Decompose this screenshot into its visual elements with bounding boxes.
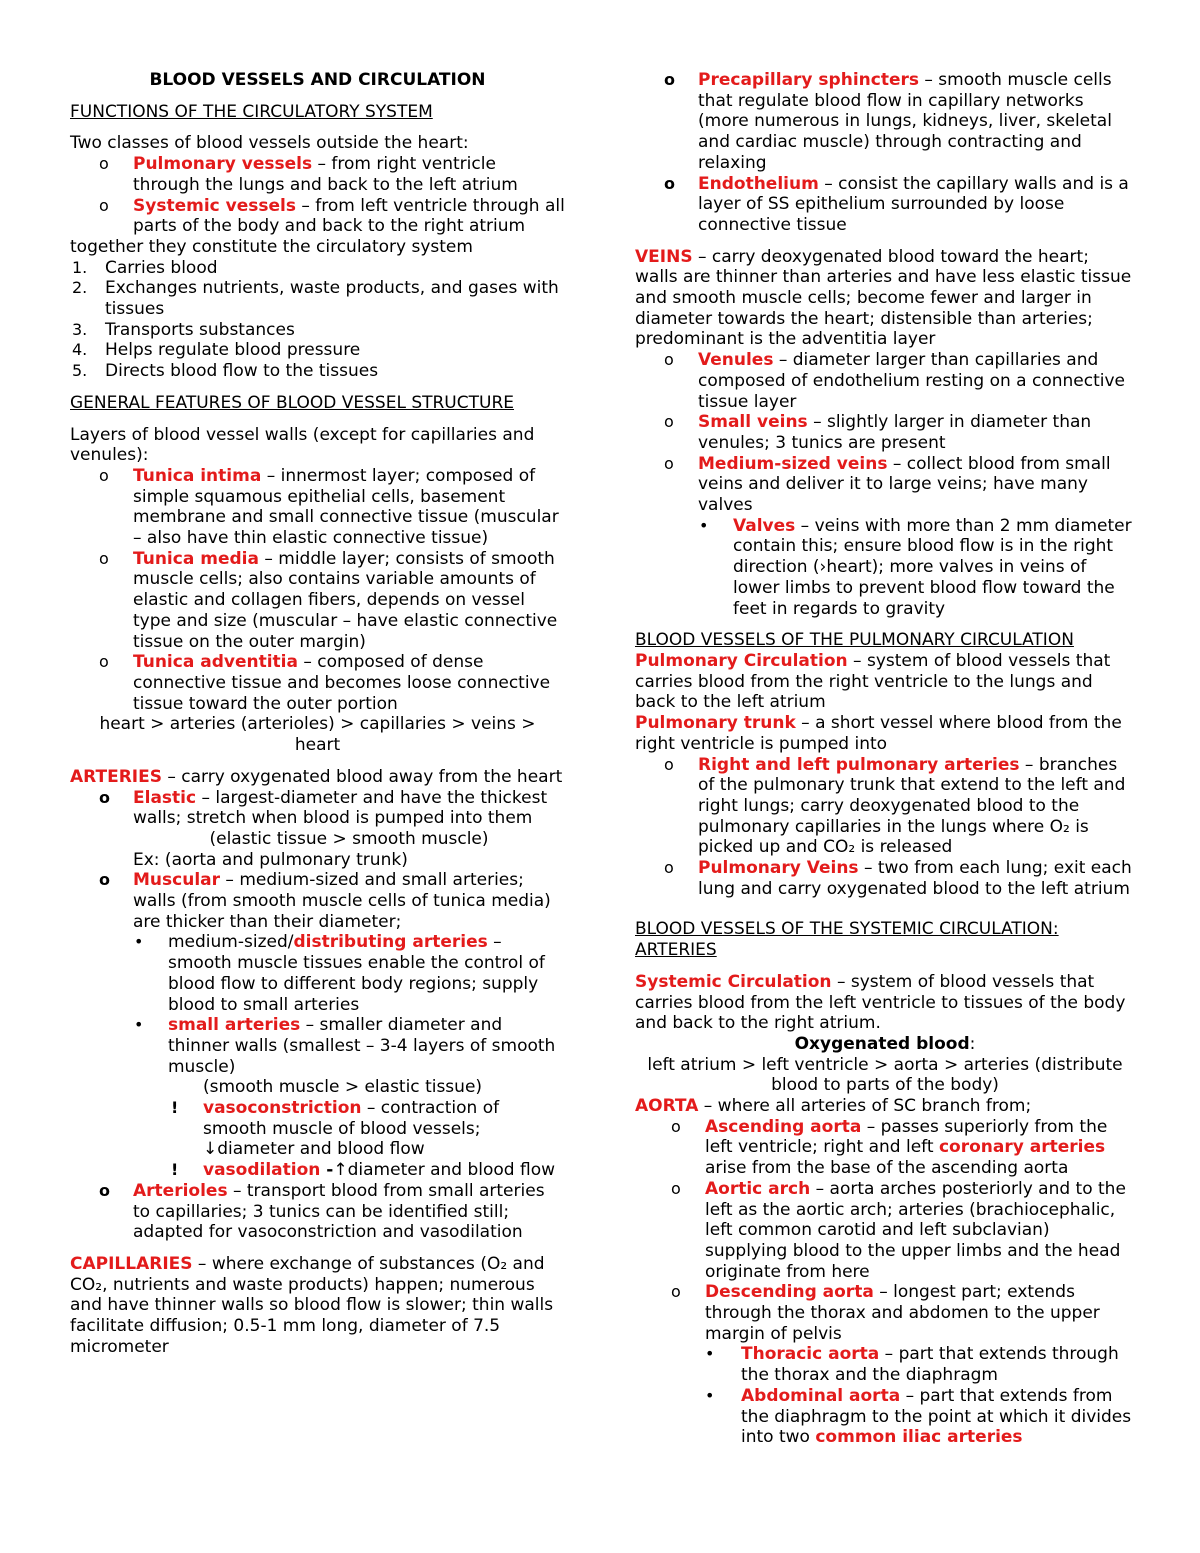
term: Tunica media [133,548,259,569]
circle-bullet-icon: o [671,1116,681,1136]
capillaries-paragraph [70,1254,565,1358]
term: Venules [698,350,774,371]
definition: – transport blood from small arteries to capillaries; 3 tunics can be identified still; adapted for vasoconstriction and vasodilation [133,1180,545,1243]
definition: – carry deoxygenated blood toward the heart; walls are thinner than arteries and have less elastic tissue and smooth muscle cells; become fewer and larger in diameter towards the heart; distensible than arteries; predominant is the adventitia layer [635,246,1132,350]
definition: – from left ventricle through all parts of the body and back to the right atrium [133,195,565,237]
circle-bullet-icon: o [664,754,674,774]
function-item [70,320,565,341]
term: Abdominal aorta [741,1385,901,1406]
function-text: Carries blood [105,257,218,278]
term: CAPILLARIES [70,1253,193,1274]
term: VEINS [635,246,693,267]
systemic-circulation-paragraph [635,972,1135,1034]
venules-item [635,350,1135,412]
dot-bullet-icon: • [699,515,709,535]
abdominal-aorta-item [635,1386,1135,1448]
term: Muscular [133,870,221,891]
veins-paragraph [635,247,1135,351]
term: Descending aorta [705,1282,874,1303]
definition: – medium-sized and small arteries; walls (from smooth muscle cells of tunica media) are thicker than their diameter; [133,870,551,932]
circle-bullet-icon: o [664,858,674,878]
number: 4. [72,340,88,360]
term: vasodilation [203,1160,321,1181]
number: 5. [72,361,88,381]
definition: – veins with more than 2 mm diameter contain this; ensure blood flow is in the right direction (›heart); more valves in veins of lower limbs to prevent blood flow toward the feet in regards to gravity [733,515,1132,619]
definition: – smaller diameter and thinner walls (smallest – 3-4 layers of smooth muscle) [168,1015,556,1077]
elastic-example: Ex: (aorta and pulmonary trunk) [133,849,408,870]
dot-bullet-icon: • [705,1344,715,1364]
circle-bullet-icon: o [664,350,674,370]
definition: – composed of dense connective tissue and becomes loose connective tissue toward the outer portion [133,652,551,714]
right-column [635,70,1135,1448]
term: ARTERIES [70,766,162,787]
definition: – slightly larger in diameter than venules; 3 tunics are present [698,412,1092,453]
number: 1. [72,257,88,277]
pulmonary-circulation-paragraph [635,651,1135,713]
pulmonary-trunk-paragraph [635,713,1135,754]
elastic-arteries-item [70,788,565,871]
functions-heading: FUNCTIONS OF THE CIRCULATORY SYSTEM [70,101,433,122]
definition: – where all arteries of SC branch from; [698,1096,1032,1117]
term: Elastic [133,787,197,808]
circle-bullet-icon: o [99,548,109,568]
definition: – carry oxygenated blood away from the heart [161,766,563,787]
pulmonary-arteries-item [635,755,1135,859]
number: 2. [72,278,88,298]
circle-bullet-icon: o [99,154,109,174]
general-features-heading: GENERAL FEATURES OF BLOOD VESSEL STRUCTURE [70,392,515,413]
definition-2: arise from the base of the ascending aorta [705,1158,1069,1179]
circle-bullet-icon: o [99,195,109,215]
circulation-flow: heart > arteries (arterioles) > capillaries > veins > heart [99,714,536,756]
dot-bullet-icon: • [705,1385,715,1405]
pulmonary-veins-item [635,858,1135,899]
definition: – largest-diameter and have the thickest walls; stretch when blood is pumped into them [133,787,548,829]
definition: – passes superiorly from the left ventricle; right and left [705,1116,1108,1158]
valves-item [635,516,1135,620]
term: distributing arteries [293,932,488,953]
oxygenated-blood-flow: left atrium > left ventricle > aorta > arteries (distribute blood to parts of the body) [647,1054,1123,1096]
label: Oxygenated blood [794,1033,970,1054]
precapillary-sphincters-item [635,70,1135,174]
function-item [70,340,565,361]
together-text: together they constitute the circulatory system [70,236,473,257]
aortic-arch-item [635,1179,1135,1283]
small-veins-item [635,412,1135,453]
small-arteries-item [70,1015,565,1077]
definition: – consist the capillary walls and is a layer of SS epithelium surrounded by loose connective tissue [698,173,1129,235]
prefix: medium-sized/ [168,932,294,953]
thoracic-aorta-item [635,1344,1135,1385]
tunica-media-item [70,549,565,653]
elastic-note: (elastic tissue > smooth muscle) [209,828,489,849]
systemic-circulation-heading: BLOOD VESSELS OF THE SYSTEMIC CIRCULATION: ARTERIES [635,919,1059,961]
muscular-arteries-item [70,870,565,932]
function-item [70,361,565,382]
term: Tunica intima [133,465,262,486]
definition: – diameter larger than capillaries and composed of endothelium resting on a connective tissue layer [698,350,1126,412]
term: Pulmonary Circulation [635,650,848,671]
arterioles-item [70,1181,565,1243]
definition: – from right ventricle through the lungs and back to the left atrium [133,154,518,195]
definition: – part that extends from the diaphragm to the point at which it divides into two [741,1385,1132,1448]
term: Pulmonary trunk [635,713,796,734]
definition: – system of blood vessels that carries blood from the left ventricle to tissues of the body and back to the right atrium. [635,971,1126,1034]
vasoconstriction-item [70,1098,565,1160]
aorta-paragraph [635,1096,1135,1117]
separator: - [320,1160,334,1181]
function-text: Exchanges nutrients, waste products, and gases with tissues [105,278,559,320]
definition: – contraction of smooth muscle of blood vessels; ↓diameter and blood flow [203,1098,500,1160]
term: Precapillary sphincters [698,70,919,90]
definition: – part that extends through the thorax and the diaphragm [741,1344,1119,1386]
term: Valves [733,515,796,536]
dot-bullet-icon: • [134,932,144,952]
two-classes-text: Two classes of blood vessels outside the heart: [70,133,469,154]
pulmonary-circulation-heading: BLOOD VESSELS OF THE PULMONARY CIRCULATION [635,630,1074,651]
term: Tunica adventitia [133,652,298,673]
medium-veins-item [635,454,1135,516]
term: Aortic arch [705,1178,811,1199]
term: Pulmonary vessels [133,154,313,175]
circle-bullet-icon: o [671,1282,681,1302]
ascending-aorta-item [635,1117,1135,1179]
term: Endothelium [698,173,819,194]
distributing-arteries-item [70,932,565,1015]
tunica-adventitia-item [70,652,565,714]
colon: : [969,1033,976,1054]
oxygenated-blood-label [635,1034,1135,1055]
number: 3. [72,319,88,339]
circle-bullet-icon: o [99,787,110,807]
small-arteries-note: (smooth muscle > elastic tissue) [203,1077,483,1098]
circle-bullet-icon: o [664,453,674,473]
term: Medium-sized veins [698,453,888,474]
descending-aorta-item [635,1282,1135,1344]
document-title: BLOOD VESSELS AND CIRCULATION [149,70,486,90]
term: AORTA [635,1096,699,1117]
definition: – smooth muscle tissues enable the control of blood flow to different body regions; supply blood to small arteries [168,932,545,1015]
term: Thoracic aorta [741,1344,880,1365]
left-column [70,70,565,1357]
definition: – where exchange of substances (O₂ and CO₂, nutrients and waste products) happen; numerous and have thinner walls so blood flow is slower; thin walls facilitate diffusion; 0.5-1 mm long, diameter of 7.5 micrometer [70,1253,554,1357]
function-text: Transports substances [105,319,295,340]
definition: – innermost layer; composed of simple squamous epithelial cells, basement membrane and small connective tissue (muscular – also have thin elastic connective tissue) [133,465,559,549]
circle-bullet-icon: o [664,173,675,193]
function-text: Directs blood flow to the tissues [105,361,379,382]
term-iliac: common iliac arteries [815,1427,1023,1448]
circle-bullet-icon: o [664,412,674,432]
circle-bullet-icon: o [99,1180,110,1200]
definition: – smooth muscle cells that regulate blood flow in capillary networks (more numerous in lungs, kidneys, liver, skeletal and cardiac muscle) through contracting and relaxing [698,70,1112,173]
arteries-paragraph [70,767,565,788]
term: Right and left pulmonary arteries [698,754,1020,775]
term: vasoconstriction [203,1098,362,1119]
definition: – a short vessel where blood from the right ventricle is pumped into [635,713,1122,754]
endothelium-item [635,174,1135,236]
circle-bullet-icon: o [99,870,110,890]
term: Pulmonary Veins [698,858,859,879]
definition: – two from each lung; exit each lung and carry oxygenated blood to the left atrium [698,858,1132,899]
exclamation-bullet-icon: ! [171,1160,179,1180]
systemic-vessels-item [70,196,565,237]
term: Systemic Circulation [635,971,832,992]
definition: – system of blood vessels that carries blood from the right ventricle to the lungs and back to the left atrium [635,650,1111,713]
term: Systemic vessels [133,195,296,216]
function-item [70,258,565,279]
circle-bullet-icon: o [664,70,675,89]
definition: – collect blood from small veins and deliver it to large veins; have many valves [698,453,1111,516]
definition: – middle layer; consists of smooth muscle cells; also contains variable amounts of elastic and collagen fibers, depends on vessel type and size (muscular – have elastic connective tissue on the outer margin) [133,548,558,652]
term: Ascending aorta [705,1116,862,1137]
definition: – branches of the pulmonary trunk that extend to the left and right lungs; carry deoxygenated blood to the pulmonary capillaries in the lungs where O₂ is picked up and CO₂ is released [698,754,1126,858]
exclamation-bullet-icon: ! [171,1098,179,1118]
tunica-intima-item [70,466,565,549]
circle-bullet-icon: o [99,652,109,672]
definition: – aorta arches posteriorly and to the left as the aortic arch; arteries (brachiocephalic, left common carotid and left subclavian) supplying blood to the upper limbs and the head originate from here [705,1178,1126,1282]
circle-bullet-icon: o [99,465,109,485]
term: small arteries [168,1015,301,1036]
term-coronary: coronary arteries [938,1137,1106,1158]
function-text: Helps regulate blood pressure [105,340,361,361]
vasodilation-item [70,1160,565,1181]
definition: ↑diameter and blood flow [333,1160,555,1181]
dot-bullet-icon: • [134,1015,144,1035]
term: Small veins [698,412,808,433]
pulmonary-vessels-item [70,154,565,195]
layers-intro: Layers of blood vessel walls (except for capillaries and venules): [70,424,535,466]
circle-bullet-icon: o [671,1178,681,1198]
definition: – longest part; extends through the thorax and abdomen to the upper margin of pelvis [705,1282,1100,1344]
function-item [70,278,565,319]
term: Arterioles [133,1180,228,1201]
